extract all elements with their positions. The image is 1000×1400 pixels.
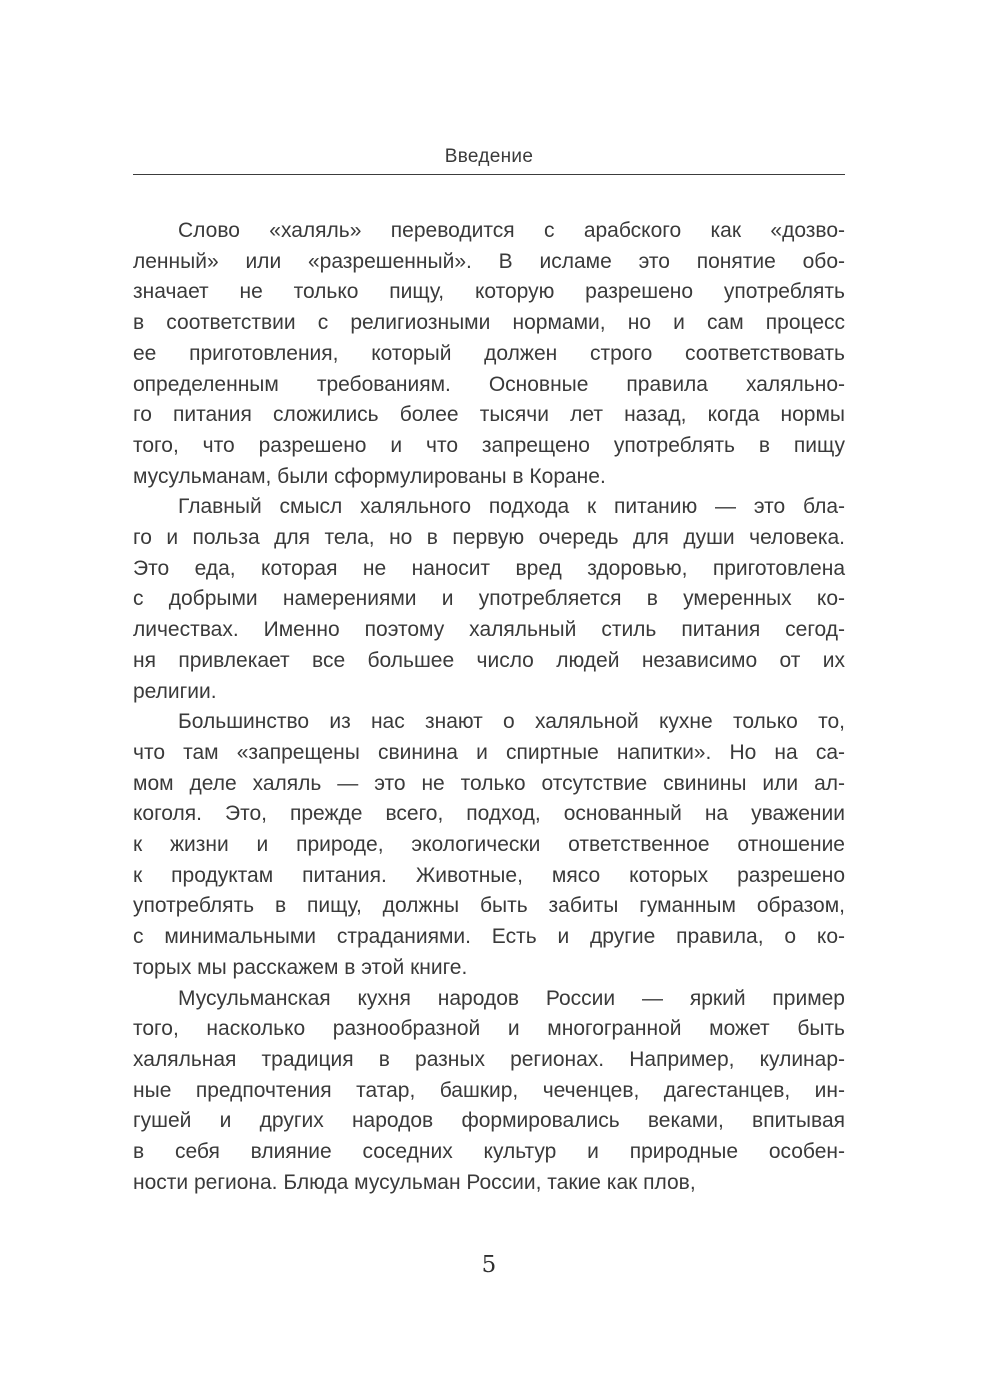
text-line: мусульманам, были сформулированы в Коране. xyxy=(133,464,606,488)
text-line: того, насколько разнообразной и многогранной может быть xyxy=(133,1017,845,1041)
text-line: что там «запрещены свинина и спиртные напитки». Но на са- xyxy=(133,740,845,764)
text-line: ленный» или «разрешенный». В исламе это понятие обо- xyxy=(133,249,845,273)
text-line: торых мы расскажем в этой книге. xyxy=(133,955,468,979)
text-line: того, что разрешено и что запрещено употреблять в пищу xyxy=(133,433,845,457)
text-line: в себя влияние соседних культур и природные особен- xyxy=(133,1140,845,1164)
text-line: ности региона. Блюда мусульман России, такие как плов, xyxy=(133,1170,696,1194)
text-line: халяльная традиция в разных регионах. Например, кулинар- xyxy=(133,1047,845,1071)
text-line: Мусульманская кухня народов России — яркий пример xyxy=(178,986,845,1010)
text-line: значает не только пищу, которую разрешено употреблять xyxy=(133,280,845,304)
header-rule xyxy=(133,174,845,175)
text-line: с минимальными страданиями. Есть и другие правила, о ко- xyxy=(133,925,845,949)
text-line: коголя. Это, прежде всего, подход, основанный на уважении xyxy=(133,802,845,826)
text-line: Большинство из нас знают о халяльной кухне только то, xyxy=(178,710,845,734)
text-line: с добрыми намерениями и употребляется в умеренных ко- xyxy=(133,587,845,611)
text-line: го питания сложились более тысячи лет назад, когда нормы xyxy=(133,403,845,427)
body-text xyxy=(133,216,845,1199)
text-line: мом деле халяль — это не только отсутствие свинины или ал- xyxy=(133,771,845,795)
text-line: определенным требованиям. Основные правила халяльно- xyxy=(133,372,845,396)
text-line: к продуктам питания. Животные, мясо которых разрешено xyxy=(133,863,845,887)
text-line: ее приготовления, который должен строго соответствовать xyxy=(133,341,845,365)
text-line: гушей и других народов формировались веками, впитывая xyxy=(133,1109,845,1133)
text-line: ные предпочтения татар, башкир, чеченцев, дагестанцев, ин- xyxy=(133,1078,845,1102)
text-line: личествах. Именно поэтому халяльный стиль питания сегод- xyxy=(133,618,845,642)
text-line: Слово «халяль» переводится с арабского как «дозво- xyxy=(178,219,845,242)
text-line: Это еда, которая не наносит вред здоровью, приготовлена xyxy=(133,556,845,580)
text-line: употреблять в пищу, должны быть забиты гуманным образом, xyxy=(133,894,845,918)
text-line: го и польза для тела, но в первую очередь для души человека. xyxy=(133,526,845,550)
text-line: в соответствии с религиозными нормами, но и сам процесс xyxy=(133,311,845,335)
text-line: ня привлекает все большее число людей независимо от их xyxy=(133,648,845,672)
text-line: Главный смысл халяльного подхода к питанию — это бла- xyxy=(178,495,845,519)
text-line: к жизни и природе, экологически ответственное отношение xyxy=(133,833,845,857)
chapter-title: Введение xyxy=(444,146,534,167)
text-line: религии. xyxy=(133,679,217,703)
page-number: 5 xyxy=(481,1252,497,1278)
